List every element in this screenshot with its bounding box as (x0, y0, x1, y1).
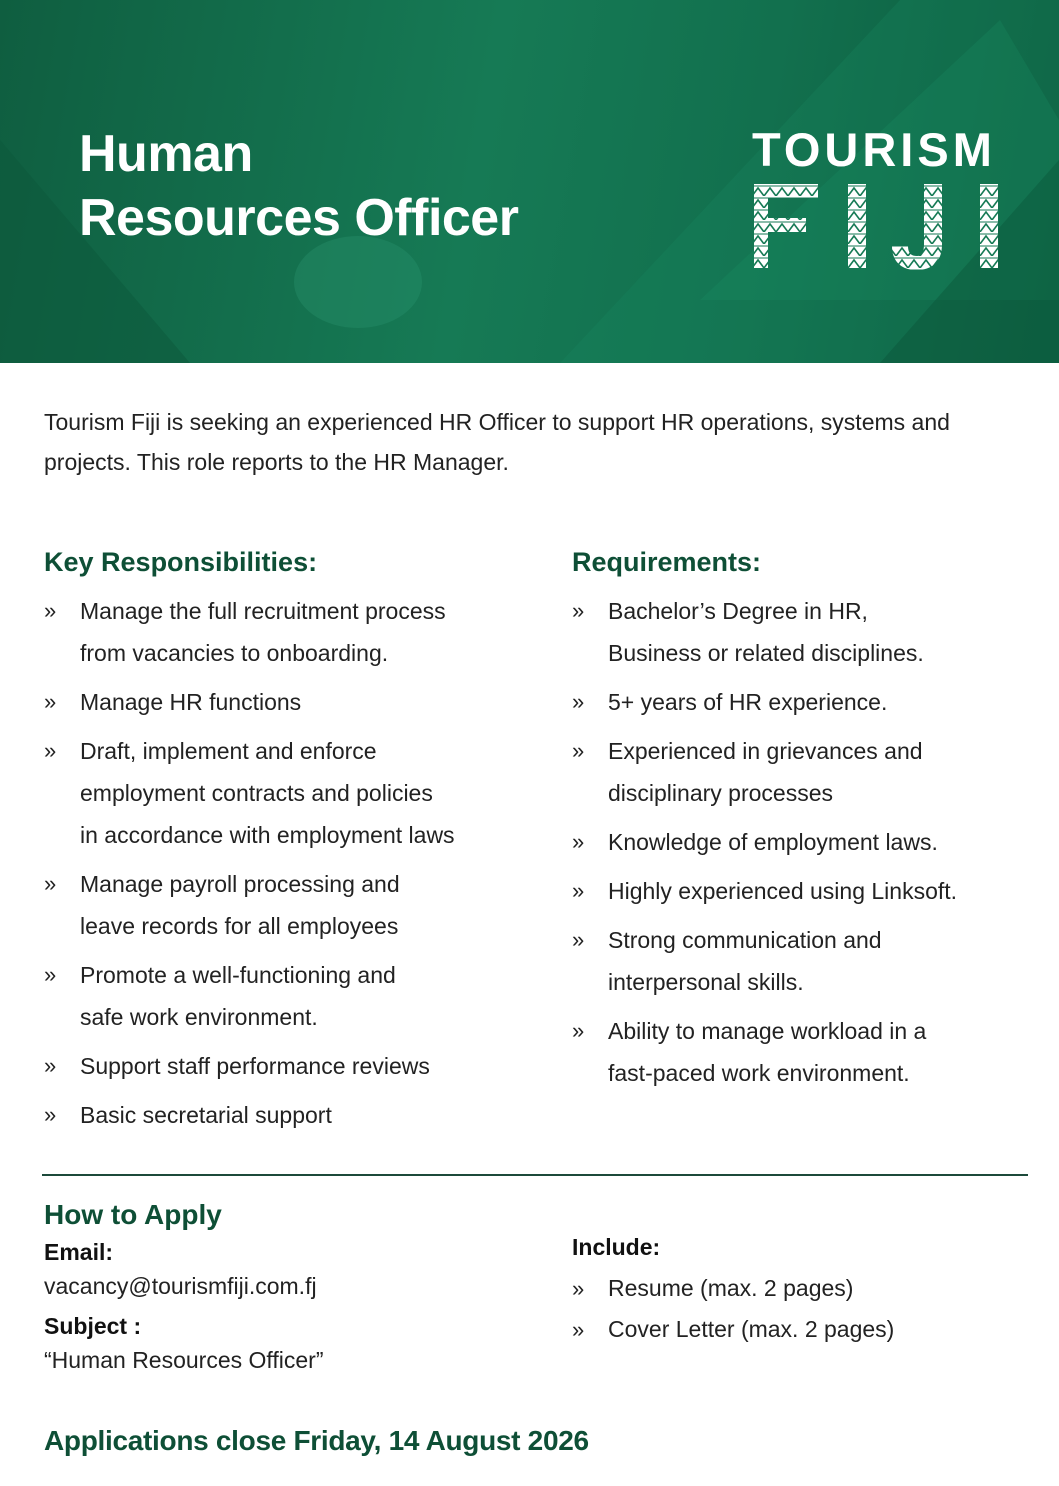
responsibility-item-text: Manage payroll processing and (80, 871, 400, 897)
responsibility-item-text: Promote a well-functioning and (80, 962, 396, 988)
intro-paragraph: Tourism Fiji is seeking an experienced HR Officer to support HR operations, systems and projects. This role reports to the HR Manager. (44, 409, 950, 475)
responsibility-item-text: Draft, implement and enforce (80, 738, 377, 764)
responsibility-item (44, 730, 504, 856)
responsibility-item-text: Manage HR functions (80, 689, 302, 715)
responsibility-item-text: leave records for all employees (80, 913, 399, 939)
requirement-item-text: Strong communication and (608, 927, 882, 953)
requirement-item (572, 870, 1032, 912)
requirement-item-text: Knowledge of employment laws. (608, 829, 938, 855)
bullet-chevron-icon: » (572, 927, 585, 952)
section-divider (42, 1174, 1028, 1176)
include-item (572, 1268, 1032, 1309)
how-to-apply-heading: How to Apply (44, 1199, 222, 1230)
responsibility-item-text: safe work environment. (80, 1004, 318, 1030)
bullet-chevron-icon: » (572, 1018, 585, 1043)
include-item-text: Cover Letter (max. 2 pages) (608, 1316, 895, 1342)
requirement-item (572, 681, 1032, 723)
requirement-item (572, 1010, 1032, 1094)
requirement-item (572, 919, 1032, 1003)
requirement-item (572, 590, 1032, 674)
header-banner (0, 0, 1059, 363)
email-address-link[interactable]: vacancy@tourismfiji.com.fj (44, 1273, 317, 1299)
tourism-fiji-logo (752, 124, 1004, 270)
requirement-item (572, 730, 1032, 814)
logo-word-tourism: TOURISM (752, 123, 996, 176)
bullet-chevron-icon: » (572, 689, 585, 714)
bullet-chevron-icon: » (44, 598, 57, 623)
job-title (79, 122, 518, 250)
job-title-line1: Human (79, 125, 253, 183)
bullet-chevron-icon: » (572, 598, 585, 623)
bullet-chevron-icon: » (44, 1053, 57, 1078)
closing-date: Applications close Friday, 14 August 2026 (44, 1425, 589, 1456)
requirements-heading: Requirements: (572, 547, 762, 577)
requirements-list (572, 590, 1032, 1094)
responsibility-item-text: Basic secretarial support (80, 1102, 332, 1128)
responsibility-item (44, 954, 504, 1038)
responsibility-item-text: Support staff performance reviews (80, 1053, 430, 1079)
bullet-chevron-icon: » (572, 829, 585, 854)
requirement-item-text: disciplinary processes (608, 780, 833, 806)
requirement-item-text: Bachelor’s Degree in HR, (608, 598, 868, 624)
requirement-item-text: fast-paced work environment. (608, 1060, 910, 1086)
bullet-chevron-icon: » (44, 1102, 57, 1127)
responsibility-item (44, 863, 504, 947)
job-title-line2: Resources Officer (79, 189, 519, 247)
bullet-chevron-icon: » (572, 878, 585, 903)
responsibilities-section (44, 542, 504, 1143)
responsibility-item-text: in accordance with employment laws (80, 822, 455, 848)
responsibilities-list (44, 590, 504, 1136)
bullet-chevron-icon: » (572, 1317, 585, 1342)
responsibility-item (44, 590, 504, 674)
include-item (572, 1309, 1032, 1350)
requirement-item (572, 821, 1032, 863)
responsibility-item (44, 1045, 504, 1087)
how-to-apply-section (44, 1195, 544, 1377)
include-list (572, 1268, 1032, 1350)
logo-fiji-patterned-letters (752, 184, 1002, 270)
bullet-chevron-icon: » (44, 689, 57, 714)
requirement-item-text: 5+ years of HR experience. (608, 689, 888, 715)
bullet-chevron-icon: » (44, 871, 57, 896)
requirement-item-text: interpersonal skills. (608, 969, 804, 995)
requirement-item-text: Experienced in grievances and (608, 738, 923, 764)
responsibility-item (44, 681, 504, 723)
subject-label: Subject : (44, 1313, 142, 1339)
include-section (572, 1230, 1032, 1350)
include-label: Include: (572, 1234, 661, 1260)
bullet-chevron-icon: » (572, 1276, 585, 1301)
responsibility-item (44, 1094, 504, 1136)
requirement-item-text: Business or related disciplines. (608, 640, 924, 666)
requirement-item-text: Highly experienced using Linksoft. (608, 878, 958, 904)
responsibility-item-text: employment contracts and policies (80, 780, 433, 806)
responsibilities-heading: Key Responsibilities: (44, 547, 318, 577)
requirement-item-text: Ability to manage workload in a (608, 1018, 927, 1044)
bullet-chevron-icon: » (44, 962, 57, 987)
subject-value: “Human Resources Officer” (44, 1347, 324, 1373)
responsibility-item-text: from vacancies to onboarding. (80, 640, 389, 666)
bullet-chevron-icon: » (44, 738, 57, 763)
email-label: Email: (44, 1239, 114, 1265)
bullet-chevron-icon: » (572, 738, 585, 763)
responsibility-item-text: Manage the full recruitment process (80, 598, 446, 624)
requirements-section (572, 542, 1032, 1101)
include-item-text: Resume (max. 2 pages) (608, 1275, 854, 1301)
